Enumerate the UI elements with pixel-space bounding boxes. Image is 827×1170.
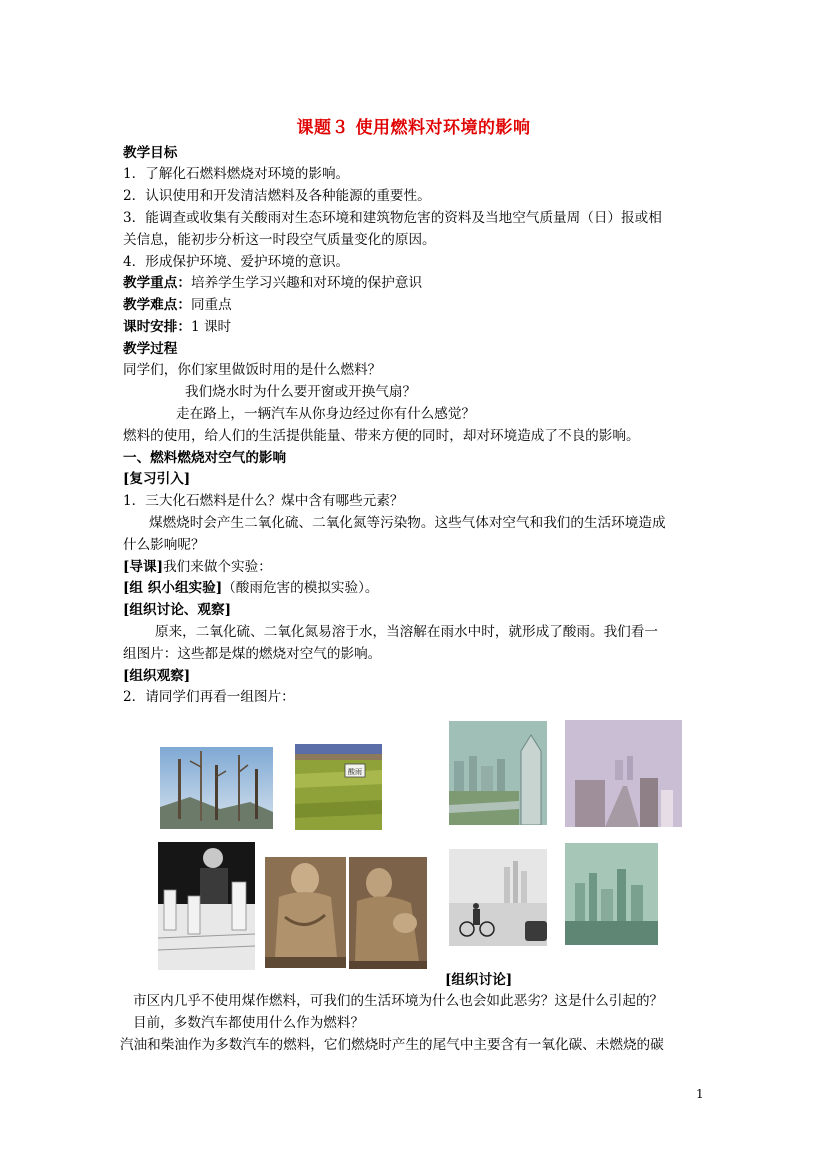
focus-label: 教学重点： — [123, 275, 191, 291]
question-2: 我们烧水时为什么要开窗或开换气扇？ — [185, 384, 417, 400]
objectives-heading: 教学目标 — [123, 145, 178, 161]
acid-rain-line-2: 组图片：这些都是煤的燃烧对空气的影响。 — [123, 646, 382, 662]
section-1-heading: 一、燃料燃烧对空气的影响 — [123, 450, 287, 466]
hazy-city-photo-2 — [565, 720, 682, 827]
hazy-city-photo-1 — [449, 721, 547, 825]
experiment-line — [123, 578, 379, 598]
experiment-label: [组 织小组实验] — [123, 580, 223, 596]
difficulty-label: 教学难点： — [123, 297, 191, 313]
acid-rain-line-1: 原来，二氧化硫、二氧化氮易溶于水，当溶解在雨水中时，就形成了酸雨。我们看一 — [155, 624, 658, 640]
discuss-label-2: [组织讨论] — [445, 972, 513, 988]
observe-label: [组织观察] — [123, 668, 191, 684]
field-sign-text: 酸雨 — [348, 768, 362, 776]
rice-field-photo — [295, 744, 382, 830]
objective-4: 4．形成保护环境、爱护环境的意识。 — [123, 254, 350, 270]
objective-3-line-2: 关信息，能初步分析这一时段空气质量变化的原因。 — [123, 232, 436, 248]
experiment-text: （酸雨危害的模拟实验）。 — [222, 580, 379, 596]
coal-paragraph-line-1: 煤燃烧时会产生二氧化硫、二氧化氮等污染物。这些气体对空气和我们的生活环境造成 — [149, 515, 666, 531]
guide-text: 我们来做个实验： — [163, 559, 272, 575]
car-fuel-question: 目前，多数汽车都使用什么作为燃料？ — [133, 1015, 365, 1031]
question-3: 走在路上，一辆汽车从你身边经过你有什么感觉？ — [176, 406, 476, 422]
guide-line — [123, 557, 272, 577]
objective-3-line-1: 3．能调查或收集有关酸雨对生态环境和建筑物危害的资料及当地空气质量周（日）报或相 — [123, 210, 662, 226]
time-label: 课时安排： — [123, 319, 191, 335]
foggy-road-cyclist-photo — [449, 849, 547, 946]
dead-trees-photo — [160, 747, 273, 829]
objective-2: 2．认识使用和开发清洁燃料及各种能源的重要性。 — [123, 188, 431, 204]
class-time — [123, 317, 231, 337]
difficulty-text: 同重点 — [190, 297, 232, 313]
review-question: 1．三大化石燃料是什么？煤中含有哪些元素？ — [123, 493, 404, 509]
discuss-observe-label: [组织讨论、观察] — [123, 602, 232, 618]
objective-1: 1．了解化石燃料燃烧对环境的影响。 — [123, 166, 350, 182]
guide-label: [导课] — [123, 559, 164, 575]
coal-paragraph-line-2: 什么影响呢？ — [123, 537, 205, 553]
question-1: 同学们，你们家里做饭时用的是什么燃料？ — [123, 362, 382, 378]
teaching-focus — [123, 273, 422, 293]
page-number: 1 — [696, 1087, 704, 1101]
process-heading: 教学过程 — [123, 341, 178, 357]
focus-text: 培养学生学习兴趣和对环境的保护意识 — [190, 275, 423, 291]
intro-text: 燃料的使用，给人们的生活提供能量、带来方便的同时，却对环境造成了不良的影响。 — [123, 428, 640, 444]
sepia-statue-photo-right — [349, 857, 427, 969]
time-text: 1 课时 — [190, 319, 232, 335]
green-haze-skyline-photo — [565, 843, 658, 945]
exhaust-text: 汽油和柴油作为多数汽车的燃料，它们燃烧时产生的尾气中主要含有一氧化碳、未燃烧的碳 — [120, 1037, 664, 1053]
pictures-intro: 2．请同学们再看一组图片： — [123, 689, 295, 705]
sepia-statue-photo-left — [265, 857, 346, 968]
bw-marble-railing-photo — [158, 842, 255, 970]
review-label: [复习引入] — [123, 471, 191, 487]
city-question: 市区内几乎不使用煤作燃料，可我们的生活环境为什么也会如此恶劣？这是什么引起的？ — [133, 993, 664, 1009]
page-title: 课题３ 使用燃料对环境的影响 — [296, 118, 531, 138]
teaching-difficulty — [123, 295, 232, 315]
